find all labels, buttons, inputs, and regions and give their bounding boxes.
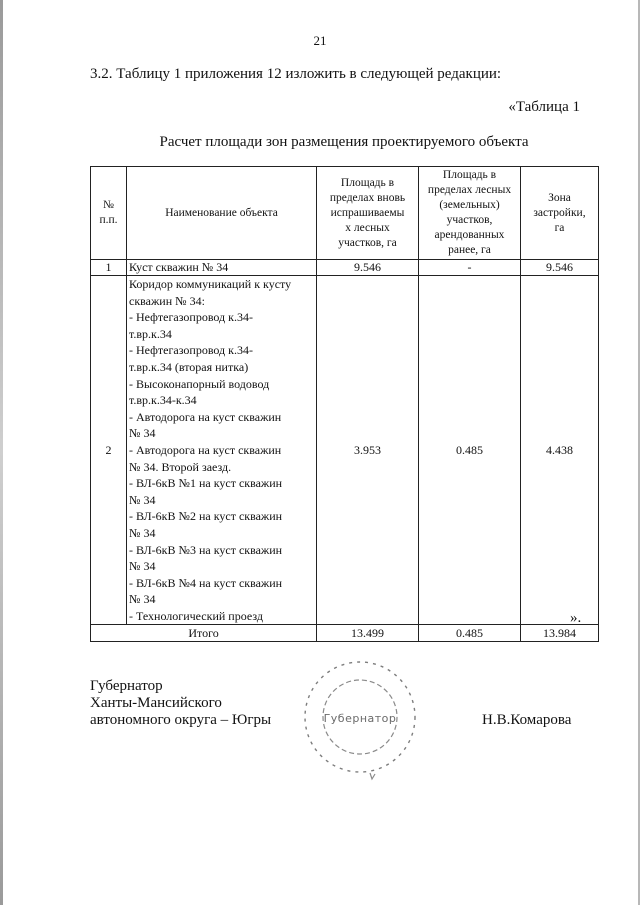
object-line: № 34 xyxy=(129,559,156,574)
area-calculation-table xyxy=(90,166,599,642)
header-line: Зона xyxy=(548,191,571,204)
table-row xyxy=(91,260,599,276)
total-leased-area: 0.485 xyxy=(419,625,521,642)
object-line: № 34. Второй заезд. xyxy=(129,459,232,474)
header-new-area xyxy=(317,167,419,260)
position-line: Губернатор xyxy=(90,678,163,694)
total-new-area: 13.499 xyxy=(317,625,419,642)
governor-seal-stamp xyxy=(300,655,420,785)
header-line: ранее, га xyxy=(448,244,491,256)
header-line: Площадь в xyxy=(340,176,395,189)
zone-value: 4.438 xyxy=(521,276,599,625)
total-zone: 13.984 xyxy=(521,625,599,642)
header-line: пределах лесных xyxy=(427,184,512,196)
object-line: - ВЛ-6кВ №4 на куст скважин xyxy=(129,575,283,590)
table-row xyxy=(91,276,599,625)
object-line: - Технологический проезд xyxy=(129,608,263,623)
header-number xyxy=(91,167,127,260)
table-label: «Таблица 1 xyxy=(508,99,580,115)
object-line: - ВЛ-6кВ №3 на куст скважин xyxy=(129,542,283,557)
object-line: № 34 xyxy=(129,525,156,540)
header-line: Наименование объекта xyxy=(165,206,278,219)
object-line: - Автодорога на куст скважин xyxy=(129,442,282,457)
total-label: Итого xyxy=(91,625,317,642)
leased-area-value: - xyxy=(419,260,521,276)
object-line: - ВЛ-6кВ №1 на куст скважин xyxy=(129,476,283,491)
header-line: испрашиваемы xyxy=(330,206,405,219)
header-line: № xyxy=(103,199,114,211)
object-line: № 34 xyxy=(129,592,156,607)
header-line: застройки, xyxy=(533,206,586,219)
header-line: п.п. xyxy=(99,214,118,226)
object-line: т.вр.к.34-к.34 xyxy=(129,393,197,408)
zone-value: 9.546 xyxy=(521,260,599,276)
header-line: участков, га xyxy=(338,236,397,249)
header-leased-area xyxy=(419,167,521,260)
header-line: х лесных xyxy=(345,221,390,234)
total-row xyxy=(91,625,599,642)
signatory-position xyxy=(90,678,271,729)
position-line: Ханты-Мансийского xyxy=(90,695,222,711)
new-area-value: 3.953 xyxy=(317,276,419,625)
header-line: участков, xyxy=(446,214,493,226)
closing-quote: ». xyxy=(570,610,582,626)
row-number: 1 xyxy=(91,260,127,276)
object-line: № 34 xyxy=(129,492,156,507)
header-line: пределах вновь xyxy=(329,191,406,204)
seal-tick-mark xyxy=(370,773,375,779)
object-line: - ВЛ-6кВ №2 на куст скважин xyxy=(129,509,283,524)
page-number: 21 xyxy=(313,33,327,48)
header-line: (земельных) xyxy=(439,199,500,211)
object-name: Куст скважин № 34 xyxy=(127,260,317,276)
header-line: га xyxy=(554,221,565,234)
amendment-intro: 3.2. Таблицу 1 приложения 12 изложить в следующей редакции: xyxy=(90,66,502,82)
header-zone xyxy=(521,167,599,260)
object-line: - Нефтегазопровод к.34- xyxy=(129,310,253,325)
object-line: - Высоконапорный водовод xyxy=(129,376,270,391)
row-number: 2 xyxy=(91,276,127,625)
object-line: - Автодорога на куст скважин xyxy=(129,409,282,424)
header-line: арендованных xyxy=(434,229,505,241)
object-line: - Нефтегазопровод к.34- xyxy=(129,343,253,358)
table-header-row xyxy=(91,167,599,260)
object-line: т.вр.к.34 xyxy=(129,326,172,341)
signatory-name: Н.В.Комарова xyxy=(482,712,572,728)
object-line: № 34 xyxy=(129,426,156,441)
object-line: скважин № 34: xyxy=(129,293,205,308)
new-area-value: 9.546 xyxy=(317,260,419,276)
object-line: т.вр.к.34 (вторая нитка) xyxy=(129,359,249,374)
header-line: Площадь в xyxy=(442,169,497,181)
table-title: Расчет площади зон размещения проектируемого объекта xyxy=(159,134,529,150)
seal-text: Губернатор xyxy=(323,712,397,725)
object-name-list xyxy=(127,276,317,625)
header-object-name xyxy=(127,167,317,260)
position-line: автономного округа – Югры xyxy=(90,712,272,728)
leased-area-value: 0.485 xyxy=(419,276,521,625)
object-line: Коридор коммуникаций к кусту xyxy=(129,277,292,291)
scan-edge-left xyxy=(0,0,3,905)
